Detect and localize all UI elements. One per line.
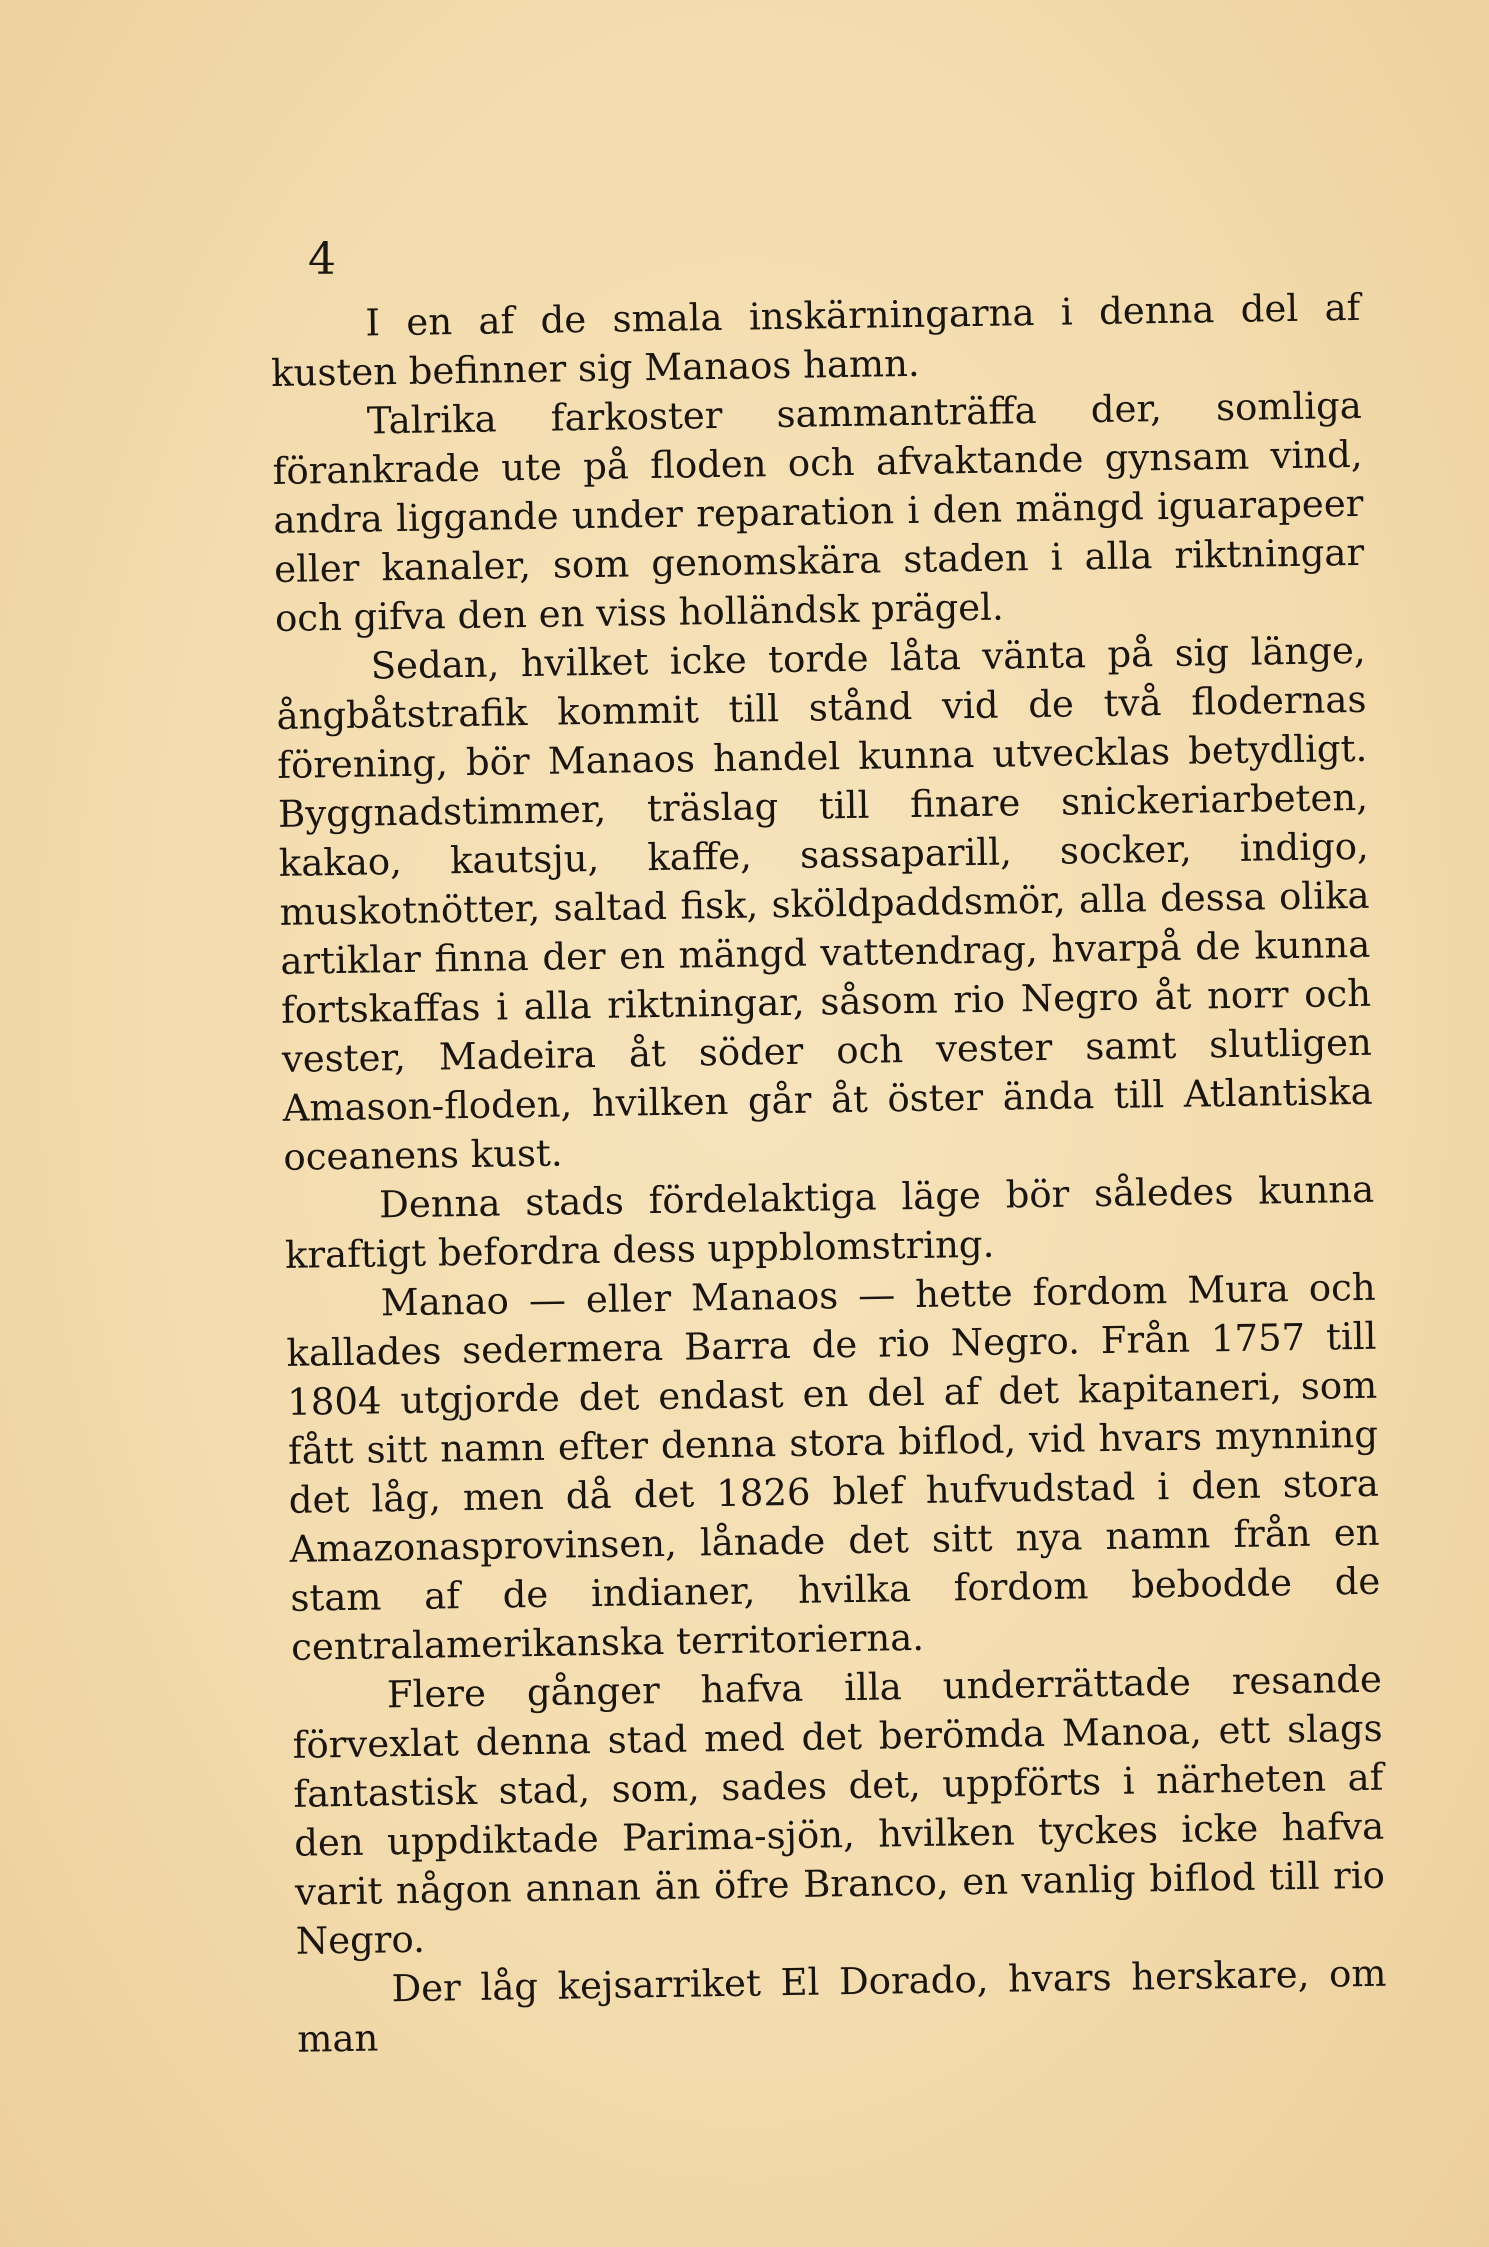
body-text — [270, 283, 1388, 2064]
paragraph: Talrika farkoster sammanträffa der, somliga förankrade ute på floden och afvaktande gynsam vind, andra liggande under reparation i den mängd iguarapeer eller kanaler, som genomskära staden i alla riktningar och gifva den en viss holländsk prägel. — [272, 383, 1365, 640]
paragraph: Denna stads fördelaktiga läge bör således kunna kraftigt befordra dess uppblomstring. — [284, 1167, 1375, 1277]
paragraph: Flere gånger hafva illa underrättade resande förvexlat denna stad med det berömda Manoa, ett slags fantastisk stad, som, sades det, uppförts i närheten af den uppdiktade Parima-sjön, hvilken tyckes icke hafva varit någon annan än öfre Branco, en vanlig biflod till rio Negro. — [292, 1657, 1386, 1963]
page-number: 4 — [308, 234, 336, 285]
paragraph: Manao — eller Manaos — hette fordom Mura och kallades sedermera Barra de rio Negro. Från 1757 till 1804 utgjorde det endast en del af det kapitaneri, som fått sitt namn efter denna stora biflod, vid hvars mynning det låg, men då det 1826 blef hufvudstad i den stora Amazonasprovinsen, lånade det sitt nya namn från en stam af de indianer, hvilka fordom bebodde de centralamerikanska territorierna. — [286, 1265, 1381, 1669]
paragraph: I en af de smala inskärningarna i denna del af kusten befinner sig Manaos hamn. — [270, 285, 1361, 395]
paragraph-continued: Der låg kejsarriket El Dorado, hvars herskare, om man — [296, 1951, 1387, 2061]
paragraph: Sedan, hvilket icke torde låta vänta på sig länge, ångbåtstrafik kommit till stånd vid de två flodernas förening, bör Manaos handel kunna utvecklas betydligt. Byggnadstimmer, träslag till finare snickeriarbeten, kakao, kautsju, kaffe, sassaparill, socker, indigo, muskotnötter, saltad fisk, sköldpaddsmör, alla dessa olika artiklar finna der en mängd vattendrag, hvarpå de kunna fortskaffas i alla riktningar, såsom rio Negro åt norr och vester, Madeira åt söder och vester samt slutligen Amason-floden, hvilken går åt öster ända till Atlantiska oceanens kust. — [276, 628, 1373, 1179]
